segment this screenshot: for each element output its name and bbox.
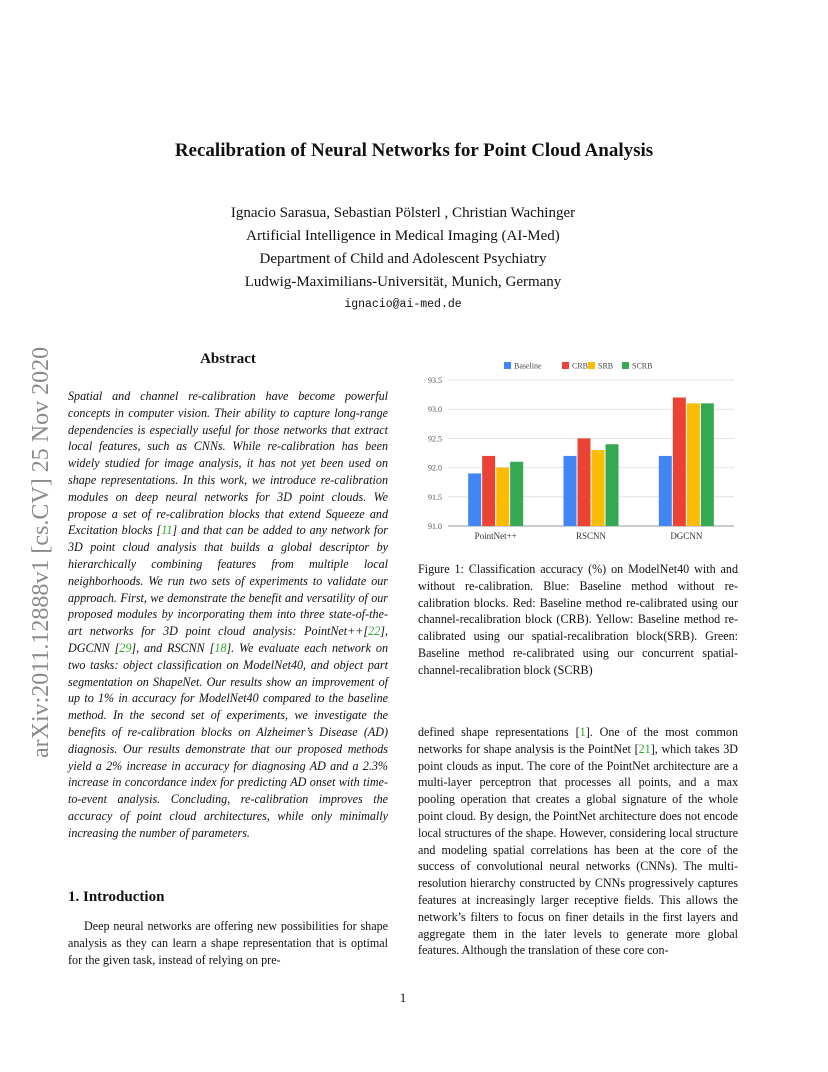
chart-bar <box>496 468 509 526</box>
chart-legend-swatch <box>588 362 595 369</box>
introduction-text: Deep neural networks are offering new possibilities for shape analysis as they can learn a shape representation that is optimal for the given task, instead of relying on pre- <box>68 919 388 967</box>
chart-bar <box>482 456 495 526</box>
chart-y-tick-label: 92.5 <box>428 434 442 444</box>
chart-bars <box>468 398 714 526</box>
chart-legend-label: CRB <box>572 361 589 371</box>
chart-y-axis <box>428 376 442 531</box>
accuracy-bar-chart <box>408 352 740 552</box>
body-text-part: defined shape representations [ <box>418 725 580 739</box>
affiliation-line: Ludwig-Maximilians-Universität, Munich, Germany <box>244 274 562 290</box>
abstract-text-part: ] and that can be added to any network for 3D point cloud analysis that builds a global descriptor by hierarchically combining features from multiple local neighborhoods. We run two sets of experiments to validate our approach. First, we demonstrate the benefit and versatility of our proposed modules by incorporating them into three state-of-the-art networks for 3D point cloud analysis: PointNet++[ <box>68 523 389 639</box>
body-text-part: ], which takes 3D point clouds as input. The core of the PointNet architecture are a multi-layer perceptron that processes all points, and a max pooling operation that creates a global signature of the whole point cloud. By design, the PointNet architecture does not encode local structures of the shape. However, considering local structure and modeling spatial correlations has been at the core of the success of convolutional neural networks (CNNs). The multi-resolution hierarchy constructed by CNNs progressively captures features at increasingly larger receptive fields. This allows the network’s filters to focus on finer details in the first layers and aggregate them in the later levels to generate more global features. Although the translation of these core con- <box>418 741 738 958</box>
citation-link[interactable]: 18 <box>214 640 227 655</box>
abstract-text-part: ], and RSCNN [ <box>131 640 215 655</box>
chart-y-tick-label: 91.0 <box>428 522 442 531</box>
abstract-text-part: ]. We evaluate each network on two tasks: object classification on ModelNet40, and object part segmentation on ShapeNet. Our results show an improvement of up to 1% in accuracy for ModelNet40 compared to the baseline method. In the second set of experiments, we investigate the benefits of re-calibration blocks on Alzheimer’s Disease (AD) diagnosis. Our results demonstrate that our proposed methods yield a 2% increase in accuracy for diagnosing AD and a 2.3% increase in concordance index for predicting AD onset with time-to-event analysis. Concluding, re-calibration improves the accuracy of point cloud architectures, while only minimally increasing the number of parameters. <box>68 640 388 840</box>
affiliation-line: Artificial Intelligence in Medical Imaging (AI-Med) <box>246 228 560 244</box>
chart-x-axis <box>475 531 703 541</box>
introduction-heading: 1. Introduction <box>68 889 165 905</box>
chart-y-tick-label: 92.0 <box>428 463 442 473</box>
citation-link[interactable]: 21 <box>638 741 651 756</box>
abstract-text <box>68 388 388 842</box>
abstract-heading: Abstract <box>200 351 256 367</box>
chart-x-tick-label: PointNet++ <box>474 531 517 541</box>
citation-link[interactable]: 1 <box>579 725 586 739</box>
chart-bar <box>564 456 577 526</box>
citation-link[interactable]: 11 <box>161 523 173 538</box>
chart-x-tick-label: RSCNN <box>575 531 607 541</box>
chart-legend-label: SCRB <box>632 361 653 371</box>
arxiv-identifier <box>10 280 62 780</box>
chart-bar <box>578 438 591 526</box>
chart-bar <box>510 462 523 526</box>
chart-legend-swatch <box>562 362 569 369</box>
body-text-part: ]. One of the most common networks for shape analysis is the PointNet [ <box>418 725 738 756</box>
chart-y-tick-label: 93.5 <box>428 376 442 385</box>
abstract-text-part: Spatial and channel re-calibration have become powerful concepts in computer vision. Their ability to capture long-range dependencies is especially useful for those networks that extract local features, such as CNNs. While re-calibration has been widely studied for image analysis, it has not yet been used on shape representations. In this work, we introduce re-calibration modules on deep neural networks for 3D point clouds. We propose a set of re-calibration blocks that extend Squeeze and Excitation blocks [ <box>68 389 388 538</box>
chart-bar <box>701 403 714 526</box>
chart-legend-label: SRB <box>598 361 614 371</box>
affiliation-line: Department of Child and Adolescent Psychiatry <box>259 251 547 267</box>
chart-bar <box>673 398 686 526</box>
figure-caption: Figure 1: Classification accuracy (%) on ModelNet40 with and without re-calibration. Blue: Baseline method without re-calibration blocks. Red: Baseline method re-calibrated using our channel-recalibration block (CRB). Yellow: Baseline method re-calibrated using our spatial-recalibration block(SRB). Green: Baseline method re-calibrated using our concurrent spatial-channel-recalibration block (SCRB) <box>418 562 738 677</box>
paper-title: Recalibration of Neural Networks for Point Cloud Analysis <box>174 140 654 161</box>
chart-bar <box>592 450 605 526</box>
chart-legend-swatch <box>622 362 629 369</box>
citation-link[interactable]: 29 <box>119 640 132 655</box>
chart-bar <box>606 444 619 526</box>
chart-x-tick-label: DGCNN <box>670 531 703 541</box>
chart-legend-label: Baseline <box>514 361 542 371</box>
chart-bar <box>468 473 481 526</box>
citation-link[interactable]: 22 <box>368 624 381 639</box>
chart-bar <box>659 456 672 526</box>
arxiv-identifier-text: arXiv:2011.12888v1 [cs.CV] 25 Nov 2020 <box>28 346 54 758</box>
author-list: Ignacio Sarasua, Sebastian Pölsterl , Christian Wachinger <box>230 205 576 221</box>
chart-legend-swatch <box>504 362 511 369</box>
body-text-right-column <box>418 724 738 959</box>
chart-y-tick-label: 91.5 <box>428 492 442 502</box>
chart-y-tick-label: 93.0 <box>428 405 442 415</box>
chart-bar <box>687 403 700 526</box>
author-email[interactable]: ignacio@ai-med.de <box>344 298 462 311</box>
page-number: 1 <box>399 990 407 1005</box>
chart-legend <box>504 362 652 371</box>
abstract-text-part: ], DGCNN [ <box>68 624 388 655</box>
